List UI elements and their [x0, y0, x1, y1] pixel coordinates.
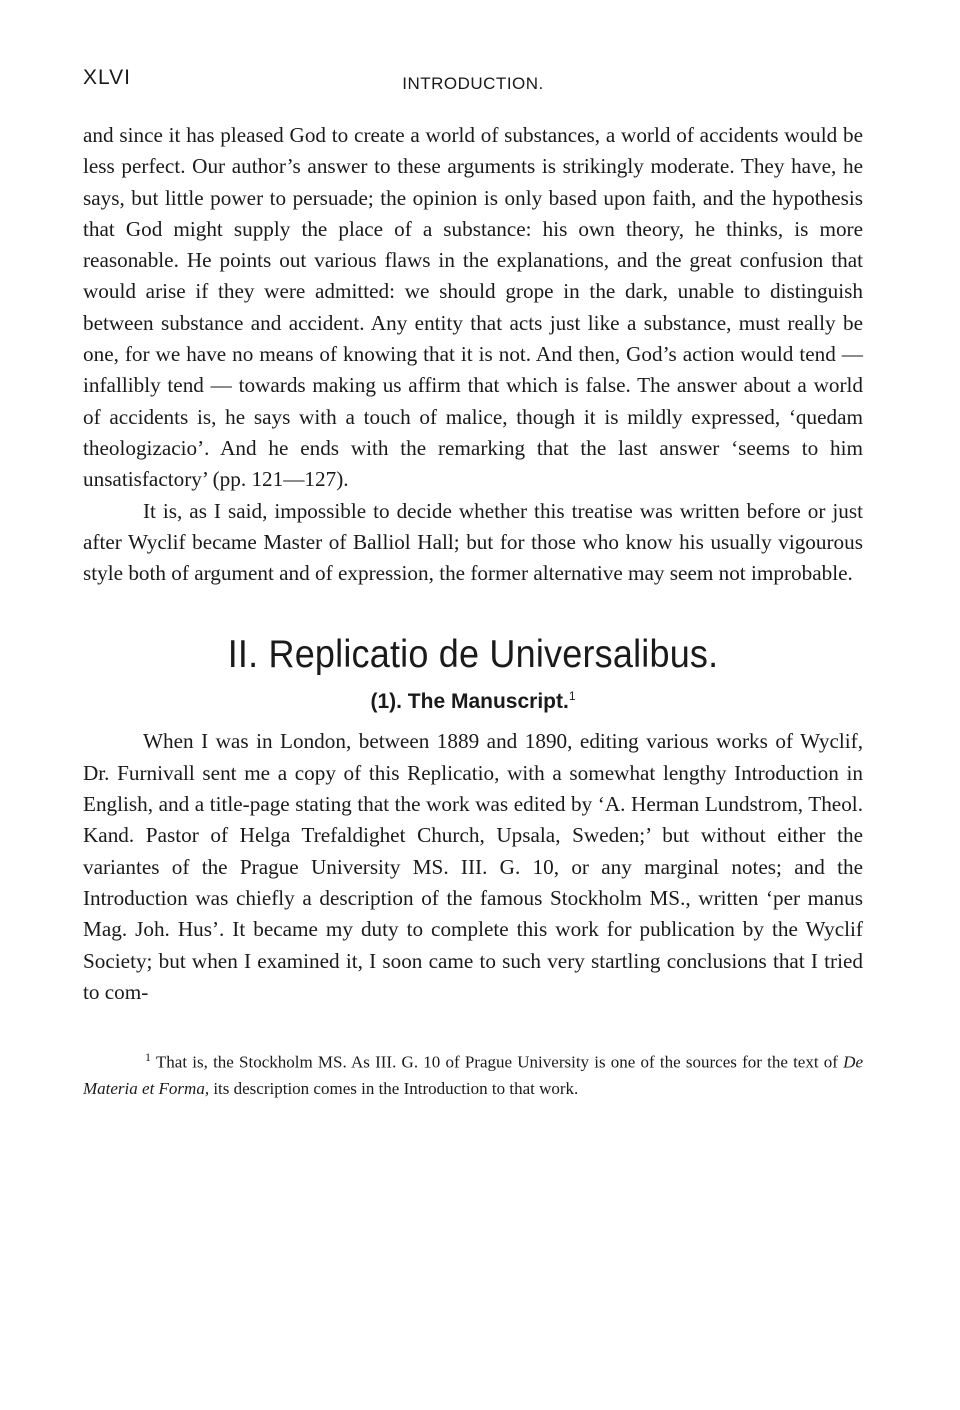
page-number: XLVI — [83, 66, 131, 89]
section-title: II. Replicatio de Universalibus. — [227, 631, 719, 677]
subsection-title-text: (1). The Manuscript. — [370, 690, 569, 714]
footnote-reference: 1 — [568, 689, 576, 704]
footnote — [83, 1044, 863, 1103]
footnote-cited-title: De Materia et Forma, — [83, 1052, 863, 1099]
footnote-mark: 1 — [145, 1050, 151, 1065]
running-head — [83, 62, 863, 102]
footnote-text-end: its description comes in the Introduction to that work. — [213, 1079, 579, 1099]
body-text — [83, 120, 863, 1008]
paragraph: When I was in London, between 1889 and 1890, editing various works of Wyclif, Dr. Furnivall sent me a copy of this Replicatio, with a somewhat lengthy Introduction in English, and a title-page stating that the work was edited by ‘A. Herman Lundstrom, Theol. Kand. Pastor of Helga Trefaldighet Church, Upsala, Sweden;’ but without either the variantes of the Prague University MS. III. G. 10, or any marginal notes; and the Introduction was chiefly a description of the famous Stockholm MS., written ‘per manus Mag. Joh. Hus’. It became my duty to complete this work for publication by the Wyclif Society; but when I examined it, I soon came to such very startling conclusions that I tried to com- — [83, 729, 863, 1004]
subsection-title — [83, 689, 863, 714]
book-page — [83, 62, 863, 1103]
running-title: INTRODUCTION. — [402, 74, 544, 93]
paragraph-continued: and since it has pleased God to create a world of substances, a world of accidents would be less perfect. Our author’s answer to these arguments is strikingly moderate. They have, he says, but little power to persuade; the opinion is only based upon faith, and the hypothesis that God might supply the place of a substance: his own theory, he thinks, is more reasonable. He points out various flaws in the explanations, and the great confusion that would arise if they were admitted: we should grope in the dark, unable to distinguish between substance and accident. Any entity that acts just like a substance, must really be one, for we have no means of knowing that it is not. And then, God’s action would tend — infallibly tend — towards making us affirm that which is false. The answer about a world of accidents is, he says with a touch of malice, though it is mildly expressed, ‘quedam theologizacio’. And he ends with the remarking that the last answer ‘seems to him unsatisfactory’ (pp. 121—127). — [83, 123, 863, 492]
footnote-text: That is, the Stockholm MS. As III. G. 10 of Prague University is one of the sources for the text of — [155, 1052, 838, 1072]
paragraph: It is, as I said, impossible to decide whether this treatise was written before or just after Wyclif became Master of Balliol Hall; but for those who know his usually vigourous style both of argument and of expression, the former alternative may seem not improbable. — [83, 498, 863, 586]
